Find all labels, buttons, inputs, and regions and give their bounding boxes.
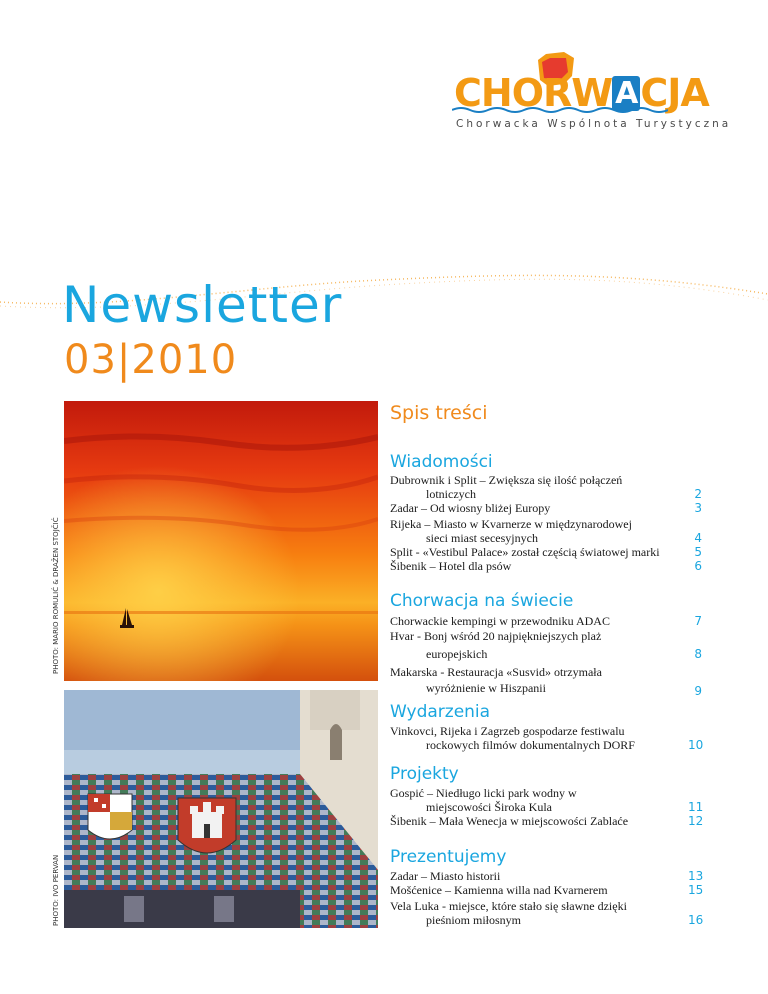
logo-tagline: Chorwacka Wspólnota Turystyczna [456,118,732,130]
toc-section-title: Wiadomości [390,452,493,472]
logo-wave-icon [452,106,668,114]
toc-entry-text: Zadar – Miasto historii [390,869,501,883]
toc-entry-continuation: rockowych filmów dokumentalnych DORF [426,738,635,752]
toc-entry[interactable] [390,786,704,814]
toc-entry[interactable] [390,545,700,559]
issue-number: 03|2010 [64,337,238,383]
toc-entry[interactable] [390,869,704,883]
toc-entry-continuation: lotniczych [426,487,476,501]
toc-entry-text: Mošćenice – Kamienna willa nad Kvarnerem [390,883,608,897]
toc-page-number: 5 [694,545,702,559]
toc-entry[interactable] [390,724,704,752]
toc-entry[interactable] [390,665,700,695]
logo-word-part2: CJA [640,71,709,115]
toc-page-number: 6 [694,559,702,573]
toc-section-title: Wydarzenia [390,702,491,722]
toc-entry[interactable] [390,473,700,501]
toc-page-number: 4 [694,531,702,545]
toc-page-number: 7 [694,614,702,628]
toc-section-title: Prezentujemy [390,847,507,867]
toc-entry-continuation: miejscowości Široka Kula [426,800,552,814]
toc-entry-continuation: pieśniom miłosnym [426,913,522,927]
toc-entry[interactable] [390,501,700,515]
toc-entry-text: Gospić – Niedługo licki park wodny w [390,786,577,800]
toc-entry[interactable] [390,614,700,628]
toc-page-number: 2 [694,487,702,501]
photo-credit-bottom: PHOTO: IVO PERVAN [52,854,60,926]
toc-entry[interactable] [390,814,704,828]
toc-section-title: Chorwacja na świecie [390,591,574,611]
logo-word-part1: CHORW [454,71,613,115]
toc-entry[interactable] [390,559,700,573]
toc-entry-text: Zadar – Od wiosny bliżej Europy [390,501,551,515]
toc-entry[interactable] [390,517,700,545]
toc-page-number: 15 [688,883,704,897]
newsletter-title: Newsletter [62,276,343,334]
toc-section-title: Projekty [390,764,459,784]
brand-logo [448,46,732,136]
toc-page-number: 11 [688,800,704,814]
toc-page-number: 16 [688,913,704,927]
toc-page-number: 13 [688,869,704,883]
toc-page-number: 9 [694,684,702,698]
church-roof-photo [64,690,378,928]
toc-entry-continuation: europejskich [426,647,488,661]
toc-entry-text: Chorwackie kempingi w przewodniku ADAC [390,614,610,628]
photo-credit-top: PHOTO: MARIO ROMULIĆ & DRAŽEN STOJČIĆ [52,517,60,674]
toc-entry[interactable] [390,629,700,661]
toc-entry[interactable] [390,899,704,927]
toc-entry-text: Vinkovci, Rijeka i Zagrzeb gospodarze festiwalu [390,724,625,738]
toc-entry-text: Vela Luka - miejsce, które stało się sławne dzięki [390,899,627,913]
toc-entry-text: Rijeka – Miasto w Kvarnerze w międzynarodowej [390,517,632,531]
logo-word-a: A [612,76,640,111]
toc-entry-text: Hvar - Bonj wśród 20 najpiękniejszych plaż [390,629,602,643]
toc-entry-text: Dubrownik i Split – Zwiększa się ilość połączeń [390,473,623,487]
toc-heading: Spis treści [390,402,488,424]
toc-entry-text: Split - «Vestibul Palace» został częścią światowej marki [390,545,660,559]
toc-entry[interactable] [390,883,704,897]
toc-page-number: 3 [694,501,702,515]
toc-entry-text: Makarska - Restauracja «Susvid» otrzymała [390,665,602,679]
toc-entry-text: Šibenik – Hotel dla psów [390,559,512,573]
sunset-sailboat-photo [64,401,378,681]
toc-page-number: 10 [688,738,704,752]
toc-entry-text: Šibenik – Mała Wenecja w miejscowości Zablaće [390,814,629,828]
toc-page-number: 12 [688,814,704,828]
toc-entry-continuation: wyróżnienie w Hiszpanii [426,681,546,695]
toc-entry-continuation: sieci miast secesyjnych [426,531,538,545]
toc-page-number: 8 [694,647,702,661]
